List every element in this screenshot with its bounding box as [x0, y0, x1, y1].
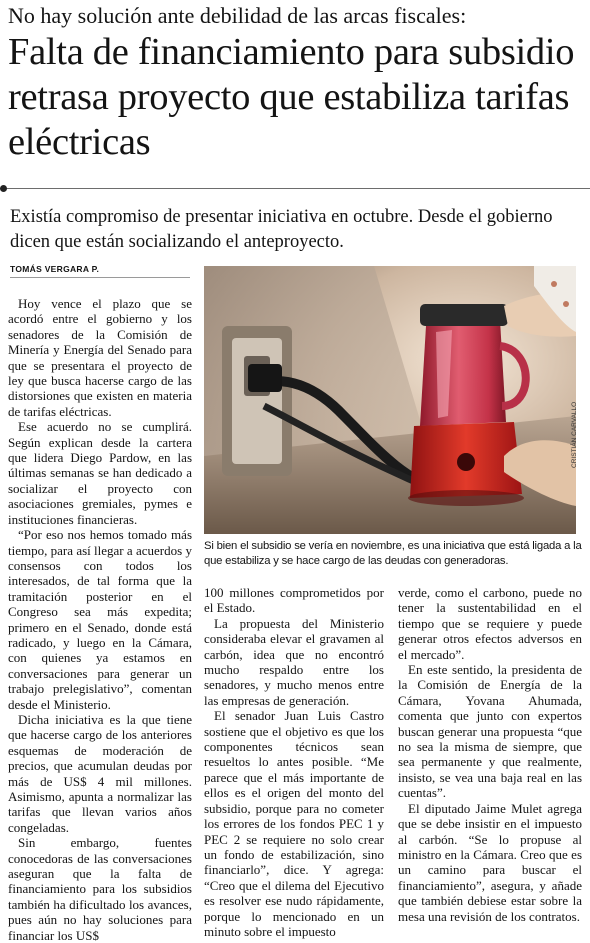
article-headline: Falta de financiamiento para subsidio retrasa proyecto que estabiliza tarifas eléctricas — [8, 31, 575, 163]
article-kicker: No hay solución ante debilidad de las arcas fiscales: — [8, 3, 467, 28]
paragraph: Sin embargo, fuentes conocedoras de las conversaciones aseguran que la falta de financiamiento para los subsidios también ha dificultado los avances, pues aún no hay soluciones para financiar los US$ — [8, 835, 192, 943]
article-byline: TOMÁS VERGARA P. — [10, 264, 100, 274]
photo-credit: CRISTIÁN CARVALLO — [571, 401, 578, 468]
section-divider — [0, 188, 590, 189]
byline-divider — [10, 277, 190, 278]
article-column-1 — [8, 296, 192, 943]
paragraph: La propuesta del Ministerio consideraba elevar el gravamen al carbón, idea que no encontró mucho respaldo entre los senadores, y mucho menos entre las empresas de generación. — [204, 615, 384, 708]
paragraph: “Por eso nos hemos tomado más tiempo, para así llegar a acuerdos y consensos con todos los interesados, de tal forma que la tramitación posterior en el Congreso sea más expedita; primero en el Senado, donde está radicado, y luego en la Cámara, con quienes ya estamos en conversaciones para generar un trabajo prelegislativo”, comentan desde el Ministerio. — [8, 527, 192, 712]
paragraph-continuation: 100 millones comprometidos por el Estado. — [204, 585, 384, 616]
divider-bullet — [0, 185, 7, 192]
paragraph: Hoy vence el plazo que se acordó entre el gobierno y los senadores de la Comisión de Minería y Energía del Senado para que se presentara el proyecto de ley que busca hacerse cargo de las distorsiones que existen en materia de tarifas eléctricas. — [8, 296, 192, 419]
paragraph: Ese acuerdo no se cumplirá. Según explican desde la cartera que lidera Diego Pardow, en las últimas semanas se han dedicado a socializar el proyecto con asociaciones gremiales, pymes e instituciones financieras. — [8, 419, 192, 527]
paragraph: Dicha iniciativa es la que tiene que hacerse cargo de los anteriores esquemas de moderación de precios, que acumulan deudas por más de US$ 4 mil millones. Asimismo, apunta a normalizar las tarifas que llevan varios años congeladas. — [8, 711, 192, 835]
paragraph-continuation: verde, como el carbono, puede no tener la sustentabilidad en el tiempo que se requiere y puede generar otros efectos adversos en el mercado”. — [398, 585, 582, 662]
article-column-3 — [398, 585, 582, 924]
article-photo — [204, 266, 576, 534]
paragraph: En este sentido, la presidenta de la Comisión de Energía de la Cámara, Yovana Ahumada, comenta que junto con expertos buscan generar una propuesta “que no sea la misma de siempre, que sea permanente y que realmente, insisto, se vea una baja real en las cuentas”. — [398, 662, 582, 801]
article-deck: Existía compromiso de presentar iniciativa en octubre. Desde el gobierno dicen que están socializando el anteproyecto. — [10, 207, 553, 252]
article-column-2 — [204, 585, 384, 939]
photo-caption: Si bien el subsidio se vería en noviembre, es una iniciativa que está ligada a la que estabiliza y se hace cargo de las deudas con generadoras. — [204, 540, 582, 567]
paragraph: El senador Juan Luis Castro sostiene que el objetivo es que los componentes técnicos sean resueltos lo antes posible. “Me parece que el más importante de ellos es el origen del monto del subsidio, porque para no cometer los errores de los fondos PEC 1 y PEC 2 se requiere no solo crear un fondo de estabilización, sino financiarlo”, dice. Y agrega: “Creo que el dilema del Ejecutivo es resolver ese nudo rápidamente, porque lo mencionado en un minuto sobre el impuesto — [204, 708, 384, 939]
paragraph: El diputado Jaime Mulet agrega que se debe insistir en el impuesto al carbón. “Se lo propuse al ministro en la Cámara. Creo que es un camino para buscar el financiamiento”, asegura, y añade que también debiese estar sobre la mesa una revisión de los contratos. — [398, 800, 582, 924]
